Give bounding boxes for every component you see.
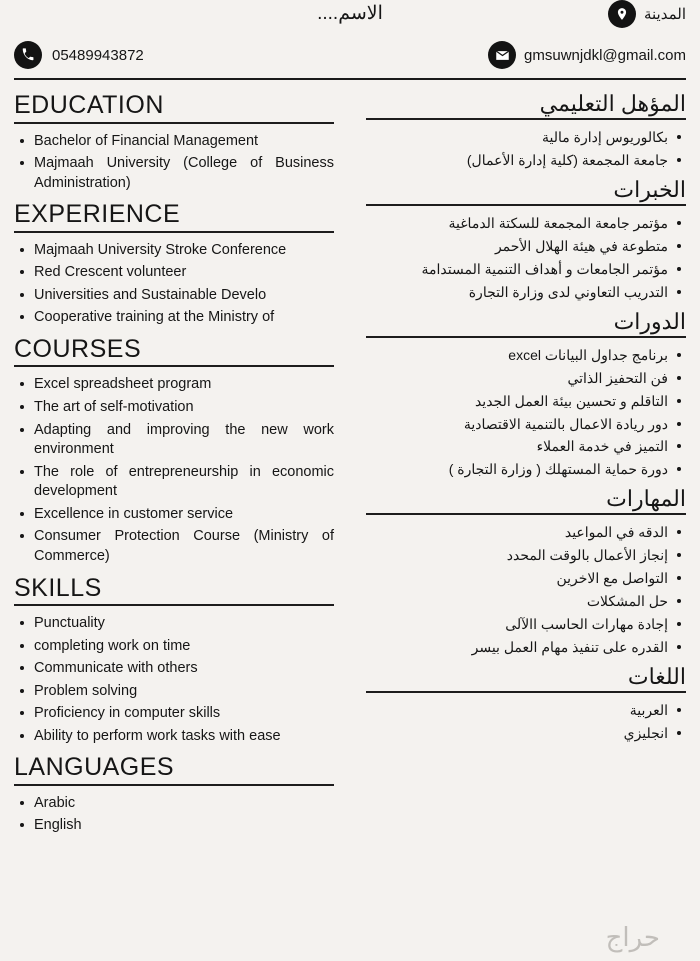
list-item: Communicate with others [14,659,334,679]
list-item: Majmaah University (College of Business Administration) [14,154,334,193]
list-item: completing work on time [14,637,334,657]
list-item: بكالوريوس إدارة مالية [366,128,686,147]
list-item: التاقلم و تحسين بيئة العمل الجديد [366,392,686,411]
languages-list-en [14,794,334,836]
list-item: Ability to perform work tasks with ease [14,727,334,747]
list-item: The art of self-motivation [14,398,334,418]
list-item: Punctuality [14,614,334,634]
list-item: جامعة المجمعة (كلية إدارة الأعمال) [366,151,686,170]
resume-header [14,0,686,78]
list-item: التدريب التعاوني لدى وزارة التجارة [366,283,686,302]
list-item: Consumer Protection Course (Ministry of Commerce) [14,527,334,566]
list-item: Red Crescent volunteer [14,263,334,283]
section-title-experience-ar: الخبرات [613,176,686,202]
list-item: فن التحفيز الذاتي [366,369,686,388]
section-rule [14,231,334,233]
watermark: حراج [605,923,660,953]
section-title-experience-en: EXPERIENCE [14,200,181,229]
list-item: Adapting and improving the new work environment [14,421,334,460]
list-item: Proficiency in computer skills [14,704,334,724]
email-address: gmsuwnjdkl@gmail.com [524,46,686,64]
list-item: Universities and Sustainable Develo [14,286,334,306]
section-rule [366,118,686,120]
list-item: العربية [366,701,686,720]
column-arabic [350,84,686,839]
section-title-education-en: EDUCATION [14,91,164,119]
section-rule [366,691,686,693]
section-rule [14,365,334,367]
skills-list-en [14,614,334,746]
education-list-ar [366,128,686,170]
section-title-skills-ar: المهارات [606,486,686,512]
list-item: Arabic [14,794,334,814]
skills-list-ar [366,523,686,656]
list-item: مؤتمر جامعة المجمعة للسكتة الدماغية [366,214,686,233]
section-rule [14,122,334,124]
experience-list-ar [366,214,686,302]
section-title-skills-en: SKILLS [14,573,102,602]
list-item: مؤتمر الجامعات و أهداف التنمية المستدامة [366,260,686,279]
list-item: Bachelor of Financial Management [14,132,334,152]
phone-number: 05489943872 [52,46,144,64]
section-rule [366,204,686,206]
list-item: Excel spreadsheet program [14,375,334,395]
list-item: Problem solving [14,682,334,702]
courses-list-en [14,375,334,566]
envelope-icon [488,41,516,69]
education-list-en [14,132,334,194]
list-item: English [14,816,334,836]
list-item: التواصل مع الاخرين [366,569,686,588]
list-item: إجادة مهارات الحاسب االآلى [366,615,686,634]
resume-body [14,80,686,839]
languages-list-ar [366,701,686,743]
section-title-languages-ar: اللغات [627,663,686,689]
list-item: Cooperative training at the Ministry of [14,308,334,328]
city-label: المدينة [643,6,686,23]
list-item: إنجاز الأعمال بالوقت المحدد [366,546,686,565]
section-title-education-ar: المؤهل التعليمي [539,91,686,116]
section-rule [366,513,686,515]
list-item: Excellence in customer service [14,505,334,525]
list-item: برنامج جداول البيانات excel [366,346,686,365]
courses-list-ar [366,346,686,479]
list-item: دور ريادة الاعمال بالتنمية الاقتصادية [366,415,686,434]
section-rule [366,336,686,338]
phone-block [14,41,144,69]
section-title-languages-en: LANGUAGES [14,753,175,782]
list-item: انجليزي [366,724,686,743]
list-item: القدره على تنفيذ مهام العمل بيسر [366,638,686,657]
email-block [488,41,686,69]
list-item: Majmaah University Stroke Conference [14,241,334,261]
candidate-name: الاسم.... [317,3,383,24]
list-item: حل المشكلات [366,592,686,611]
header-top-row [14,0,686,36]
phone-icon [14,41,42,69]
section-title-courses-en: COURSES [14,334,142,363]
list-item: الدقه في المواعيد [366,523,686,542]
section-rule [14,604,334,606]
column-english [14,84,350,839]
list-item: متطوعة في هيئة الهلال الأحمر [366,237,686,256]
list-item: دورة حماية المستهلك ( وزارة التجارة ) [366,460,686,479]
header-contact-row [14,36,686,74]
list-item: The role of entrepreneurship in economic development [14,463,334,502]
experience-list-en [14,241,334,328]
section-rule [14,784,334,786]
section-title-courses-ar: الدورات [613,308,686,334]
list-item: التميز في خدمة العملاء [366,437,686,456]
